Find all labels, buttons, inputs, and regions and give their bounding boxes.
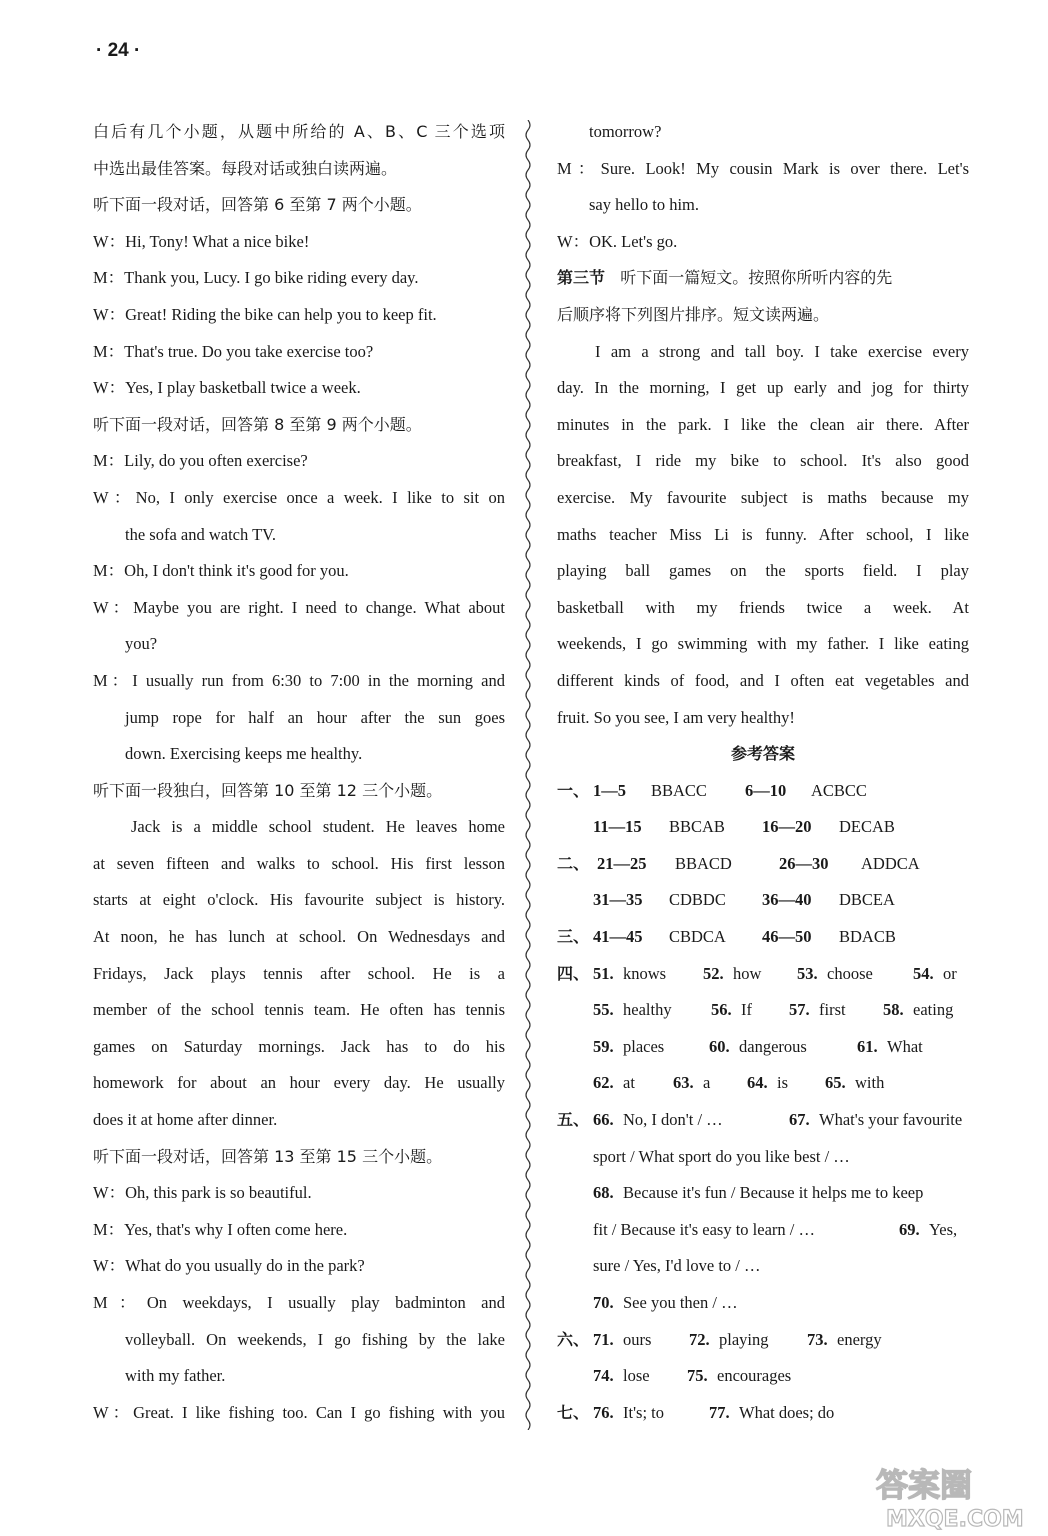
answer-number: 54.	[913, 963, 934, 983]
paragraph-line: Jack is a middle school student. He leaves home	[131, 817, 505, 837]
paragraph-line: maths teacher Miss Li is funny. After school, I like	[557, 524, 969, 544]
answer-row	[557, 1395, 969, 1432]
paragraph-line: exercise. My favourite subject is maths because my	[557, 487, 969, 507]
section-number: 三、	[557, 927, 590, 947]
page-number: · 24 ·	[96, 40, 141, 61]
answer-row	[557, 1175, 969, 1212]
answer-number: 67.	[789, 1110, 810, 1130]
answer-value: or	[943, 963, 957, 983]
paragraph-line: weekends, I go swimming with my father. I like eating	[557, 634, 969, 654]
answers-title: 参考答案	[730, 744, 795, 764]
section-heading: 听下面一段对话，回答第 13 至第 15 三个小题。	[93, 1146, 443, 1166]
section-heading: 听下面一段对话，回答第 6 至第 7 两个小题。	[93, 195, 422, 215]
answer-value: first	[819, 1000, 846, 1020]
answer-value: energy	[837, 1329, 882, 1349]
answer-number: 62.	[593, 1073, 614, 1093]
answer-value: is	[777, 1073, 789, 1093]
answer-value: healthy	[623, 1000, 672, 1020]
answer-number: 59.	[593, 1036, 614, 1056]
dialogue-line: W：Great. I like fishing too. Can I go fishing with you	[93, 1402, 505, 1422]
answer-value: What	[887, 1036, 923, 1056]
paragraph-line: different kinds of food, and I often eat vegetables and	[557, 670, 969, 690]
paragraph-line: does it at home after dinner.	[93, 1110, 278, 1130]
paragraph-line: day. In the morning, I get up early and jog for thirty	[557, 378, 969, 398]
answer-row	[557, 992, 969, 1029]
dialogue-line: you?	[125, 634, 158, 654]
paragraph-line: minutes in the park. I like the clean air there. After	[557, 414, 969, 434]
dialogue-line: the sofa and watch TV.	[125, 524, 277, 544]
answer-number: 53.	[797, 963, 818, 983]
column-divider	[522, 120, 534, 1430]
section-number: 四、	[557, 963, 590, 983]
answer-row	[557, 1285, 969, 1322]
section-number: 五、	[557, 1110, 590, 1130]
answer-number: 56.	[711, 1000, 732, 1020]
dialogue-line: M：Lily, do you often exercise?	[93, 451, 308, 471]
answer-number: 74.	[593, 1366, 614, 1386]
answer-value: ACBCC	[811, 780, 867, 800]
instruction-line: 中选出最佳答案。每段对话或独白读两遍。	[93, 158, 398, 178]
section-number: 二、	[557, 853, 590, 873]
answer-value: BBACC	[651, 780, 707, 800]
paragraph-line: I am a strong and tall boy. I take exercise every	[595, 341, 969, 361]
answer-value: If	[741, 1000, 752, 1020]
section-number: 七、	[557, 1402, 590, 1422]
answer-row	[557, 846, 969, 883]
dialogue-line: with my father.	[125, 1366, 226, 1386]
answer-value: eating	[913, 1000, 954, 1020]
answer-value: Yes,	[929, 1219, 958, 1239]
paragraph-line: Fridays, Jack plays tennis after school. He is a	[93, 963, 505, 983]
answer-range: 26—30	[779, 853, 829, 873]
answer-range: 41—45	[593, 927, 643, 947]
section-number: 一、	[557, 780, 590, 800]
dialogue-line: W：Great! Riding the bike can help you to keep fit.	[93, 304, 437, 324]
answer-value: See you then / …	[623, 1293, 738, 1312]
section-label: 第三节	[557, 268, 606, 288]
answer-number: 75.	[687, 1366, 708, 1386]
svg-text:答案圈: 答案圈	[876, 1466, 973, 1504]
answer-row	[557, 1102, 969, 1139]
paragraph-line: At noon, he has lunch at school. On Wednesdays and	[93, 927, 505, 947]
section-heading	[557, 260, 969, 297]
answer-value: places	[623, 1036, 665, 1056]
answer-number: 69.	[899, 1219, 920, 1239]
section-heading: 听下面一段独白，回答第 10 至第 12 三个小题。	[93, 780, 443, 800]
answer-value: BBACD	[675, 853, 732, 873]
answer-number: 68.	[593, 1183, 614, 1203]
paragraph-line: member of the school tennis team. He often has tennis	[93, 1000, 505, 1020]
answer-value: lose	[623, 1366, 650, 1386]
answer-row	[557, 1139, 969, 1176]
answer-number: 70.	[593, 1293, 614, 1312]
answer-value: CDBDC	[669, 890, 726, 910]
answer-value: BBCAB	[669, 817, 725, 837]
answer-value: sport / What sport do you like best / …	[593, 1146, 850, 1166]
answer-value: sure / Yes, I'd love to / …	[593, 1256, 761, 1276]
paragraph-line: playing ball games on the sports field. I play	[557, 561, 969, 581]
answer-number: 51.	[593, 963, 614, 983]
answer-row	[557, 882, 969, 919]
answer-number: 52.	[703, 963, 724, 983]
left-column	[93, 114, 505, 1431]
dialogue-line: W：Yes, I play basketball twice a week.	[93, 378, 361, 398]
instruction-line: 白后有几个小题，从题中所给的 A、B、C 三个选项	[93, 122, 505, 141]
dialogue-line: tomorrow?	[589, 122, 662, 141]
dialogue-line: M：Sure. Look! My cousin Mark is over there. Let's	[557, 158, 969, 178]
answer-value: choose	[827, 963, 873, 983]
answer-number: 57.	[789, 1000, 810, 1020]
dialogue-line: M：On weekdays, I usually play badminton and	[93, 1293, 505, 1312]
dialogue-line: W：Oh, this park is so beautiful.	[93, 1183, 312, 1203]
answer-number: 61.	[857, 1036, 878, 1056]
answer-row	[557, 1065, 969, 1102]
dialogue-line: M：Oh, I don't think it's good for you.	[93, 561, 349, 581]
answer-value: ours	[623, 1329, 652, 1349]
answer-value: how	[733, 963, 762, 983]
answer-value: DBCEA	[839, 890, 895, 910]
answer-number: 64.	[747, 1073, 768, 1093]
answer-range: 31—35	[593, 890, 643, 910]
answer-value: dangerous	[739, 1036, 807, 1056]
answer-row	[557, 919, 969, 956]
answer-row	[557, 1248, 969, 1285]
dialogue-line: W：What do you usually do in the park?	[93, 1256, 365, 1276]
answer-number: 71.	[593, 1329, 614, 1349]
answer-value: What's your favourite	[819, 1110, 963, 1130]
answer-number: 73.	[807, 1329, 828, 1349]
answer-number: 55.	[593, 1000, 614, 1020]
dialogue-line: M：Thank you, Lucy. I go bike riding every day.	[93, 268, 419, 288]
dialogue-line: jump rope for half an hour after the sun goes	[125, 707, 505, 727]
answer-value: ADDCA	[861, 853, 920, 873]
answer-value: BDACB	[839, 927, 896, 947]
answer-value: encourages	[717, 1366, 792, 1386]
answer-range: 46—50	[762, 927, 812, 947]
answer-range: 21—25	[597, 853, 647, 873]
paragraph-line: starts at eight o'clock. His favourite subject is history.	[93, 890, 505, 910]
dialogue-line: M：Yes, that's why I often come here.	[93, 1219, 348, 1239]
answer-range: 16—20	[762, 817, 812, 837]
dialogue-line: M：I usually run from 6:30 to 7:00 in the morning and	[93, 670, 505, 690]
answer-row	[557, 1358, 969, 1395]
answer-value: fit / Because it's easy to learn / …	[593, 1219, 815, 1239]
svg-text:MXQE.COM: MXQE.COM	[886, 1507, 1024, 1532]
answer-value: with	[855, 1073, 885, 1093]
paragraph-line: games on Saturday mornings. Jack has to do his	[93, 1036, 505, 1056]
section-instruction: 听下面一篇短文。按照你所听内容的先	[620, 268, 893, 288]
answer-row	[557, 956, 969, 993]
dialogue-line: down. Exercising keeps me healthy.	[125, 744, 363, 764]
dialogue-line: M：That's true. Do you take exercise too?	[93, 341, 374, 361]
paragraph-line: homework for about an hour every day. He usually	[93, 1073, 505, 1093]
dialogue-line: W：OK. Let's go.	[557, 231, 678, 251]
answer-number: 76.	[593, 1402, 614, 1422]
dialogue-line: W：Hi, Tony! What a nice bike!	[93, 231, 310, 251]
answer-value: Because it's fun / Because it helps me to keep	[623, 1183, 924, 1203]
right-column	[557, 114, 969, 1431]
answer-value: CBDCA	[669, 927, 726, 947]
answer-value: playing	[719, 1329, 769, 1349]
paragraph-line: at seven fifteen and walks to school. His first lesson	[93, 853, 505, 873]
answer-value: What does; do	[739, 1402, 835, 1422]
section-number: 六、	[557, 1329, 590, 1349]
answer-range: 6—10	[745, 780, 787, 800]
answer-number: 66.	[593, 1110, 614, 1130]
section-instruction: 后顺序将下列图片排序。短文读两遍。	[557, 304, 830, 324]
paragraph-line: fruit. So you see, I am very healthy!	[557, 707, 795, 727]
dialogue-line: say hello to him.	[589, 195, 699, 215]
answer-range: 1—5	[593, 780, 626, 800]
dialogue-line: W：No, I only exercise once a week. I like to sit on	[93, 487, 505, 507]
answer-value: knows	[623, 963, 667, 983]
answer-number: 63.	[673, 1073, 694, 1093]
dialogue-line: W：Maybe you are right. I need to change. What about	[93, 597, 505, 617]
watermark-logo	[872, 1462, 1042, 1532]
answer-row	[557, 773, 969, 810]
dialogue-line: volleyball. On weekends, I go fishing by the lake	[125, 1329, 505, 1349]
paragraph-line: basketball with my friends twice a week. At	[557, 597, 969, 617]
answer-number: 77.	[709, 1402, 730, 1422]
answer-value: It's; to	[623, 1402, 665, 1422]
answer-value: No, I don't / …	[623, 1110, 723, 1130]
answer-range: 36—40	[762, 890, 812, 910]
answer-value: a	[703, 1073, 711, 1093]
answer-row	[557, 809, 969, 846]
answer-range: 11—15	[593, 817, 642, 837]
answer-value: at	[623, 1073, 635, 1093]
answer-number: 58.	[883, 1000, 904, 1020]
answer-number: 65.	[825, 1073, 846, 1093]
answer-value: DECAB	[839, 817, 895, 837]
answer-number: 72.	[689, 1329, 710, 1349]
answer-number: 60.	[709, 1036, 730, 1056]
answer-row	[557, 1029, 969, 1066]
answer-row	[557, 1212, 969, 1249]
answer-row	[557, 1322, 969, 1359]
paragraph-line: breakfast, I ride my bike to school. It's also good	[557, 451, 969, 471]
section-heading: 听下面一段对话，回答第 8 至第 9 两个小题。	[93, 414, 422, 434]
